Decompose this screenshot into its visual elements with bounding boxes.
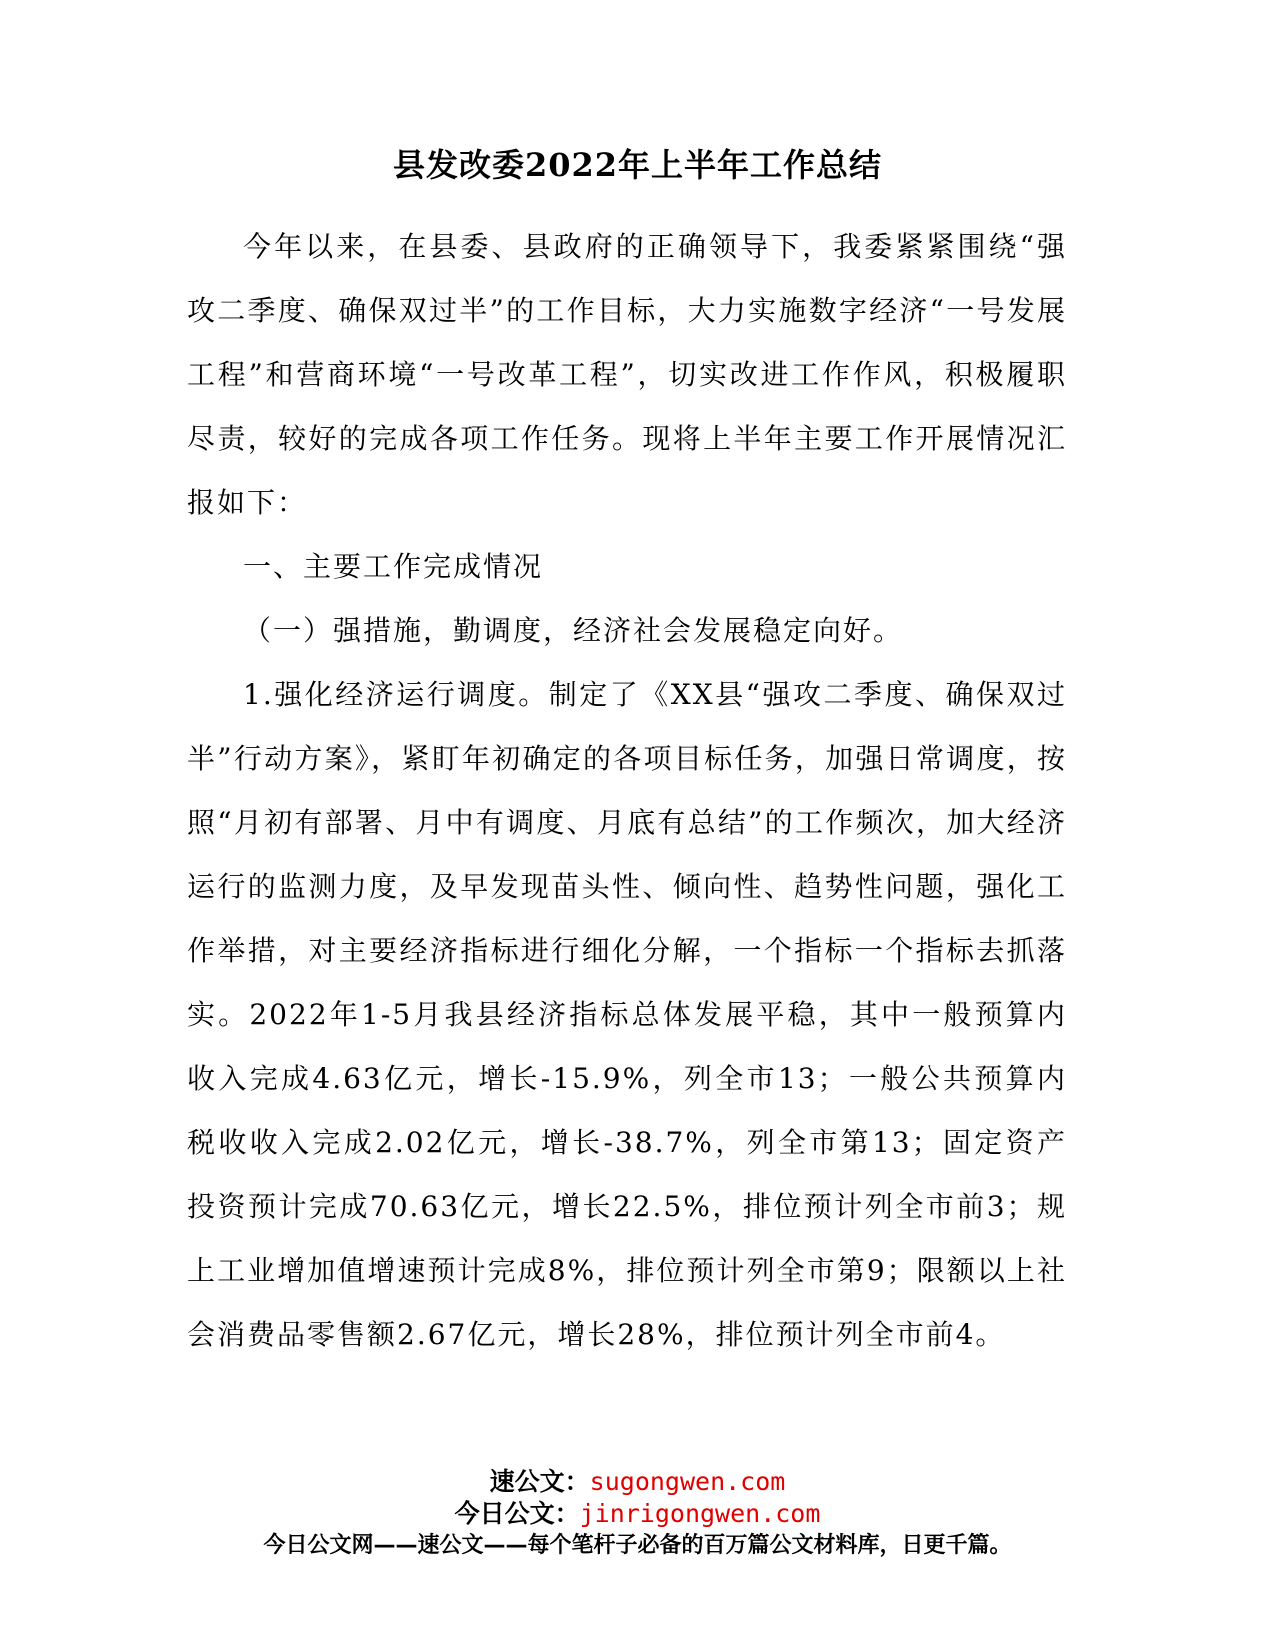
section-heading: 一、主要工作完成情况 (243, 550, 544, 583)
footer-label-2: 今日公文： (454, 1499, 580, 1528)
item-paragraph: 1.强化经济运行调度。制定了《XX县“强攻二季度、确保双过半”行动方案》，紧盯年初确定的各项目标任务，加强日常调度，按照“月初有部署、月中有调度、月底有总结”的工作频次，加大经济运行的监测力度，及早发现苗头性、倾向性、趋势性问题，强化工作举措，对主要经济指标进行细化分解，一个指标一个指标去抓落实。2022年1-5月我县经济指标总体发展平稳，其中一般预算内收入完成4.63亿元，增长-15.9%，列全市13；一般公共预算内税收收入完成2.02亿元，增长-38.7%，列全市第13；固定资产投资预计完成70.63亿元，增长22.5%，排位预计列全市前3；规上工业增加值增速预计完成8%，排位预计列全市第9；限额以上社会消费品零售额2.67亿元，增长28%，排位预计列全市前4。 (187, 678, 1067, 1351)
document-body (187, 215, 1067, 1367)
footer-link-sugongwen[interactable]: sugongwen.com (589, 1467, 786, 1496)
intro-paragraph: 今年以来，在县委、县政府的正确领导下，我委紧紧围绕“强攻二季度、确保双过半”的工作目标，大力实施数字经济“一号发展工程”和营商环境“一号改革工程”，切实改进工作作风，积极履职尽责，较好的完成各项工作任务。现将上半年主要工作开展情况汇报如下： (187, 230, 1067, 519)
subsection-heading: （一）强措施，勤调度，经济社会发展稳定向好。 (243, 614, 904, 647)
document-title: 县发改委2022年上半年工作总结 (392, 146, 883, 184)
footer-link-jinrigongwen[interactable]: jinrigongwen.com (579, 1499, 821, 1528)
footer-line-2 (0, 1498, 1275, 1530)
footer-label-1: 速公文： (489, 1467, 590, 1496)
footer (0, 1466, 1275, 1562)
footer-slogan: 今日公文网——速公文——每个笔杆子必备的百万篇公文材料库，日更千篇。 (263, 1533, 1012, 1558)
footer-line-1 (0, 1466, 1275, 1498)
